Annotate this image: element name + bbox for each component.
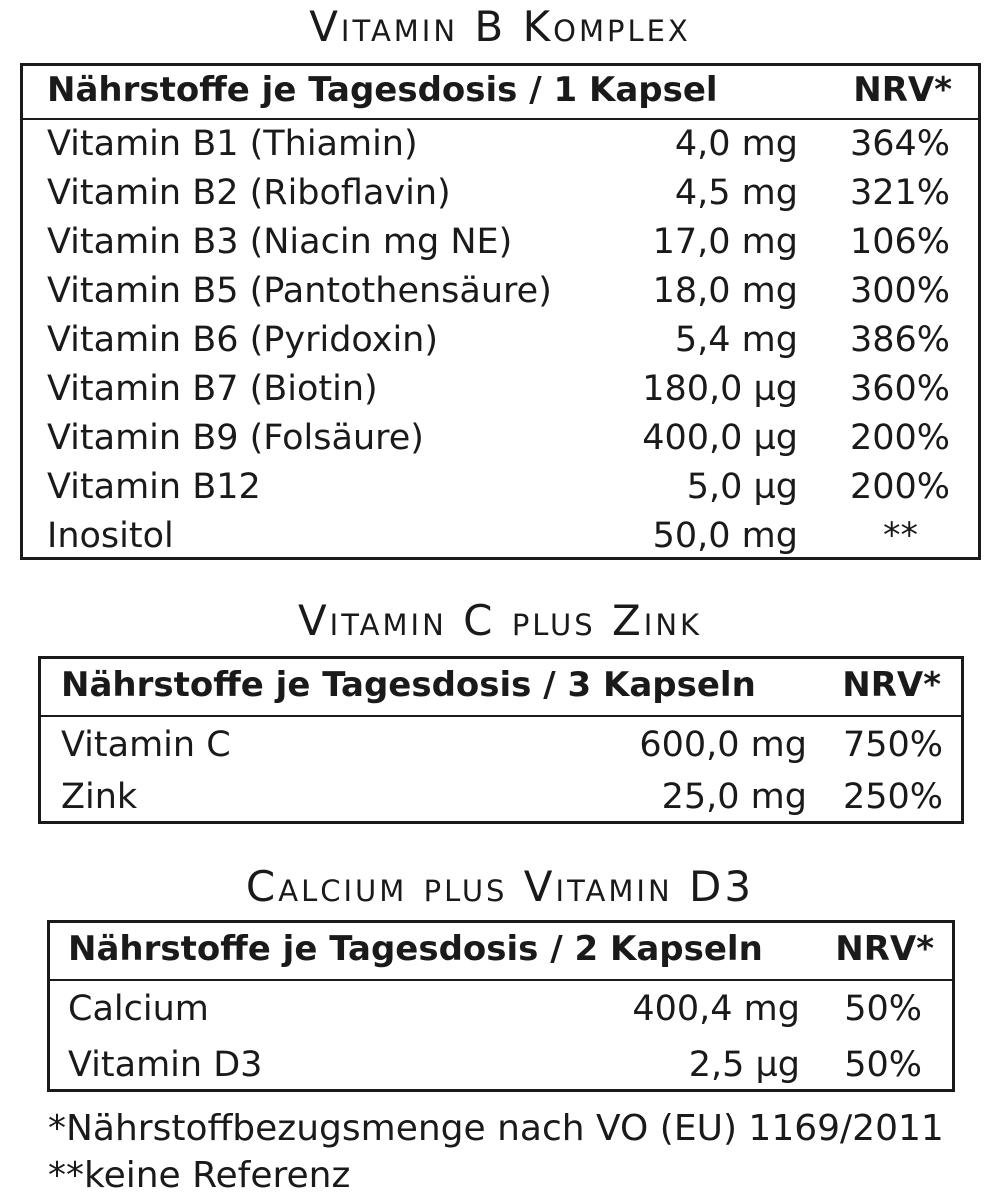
nutrient-amount: 5,4 mg xyxy=(674,320,798,360)
nutrient-name: Inositol xyxy=(47,516,174,556)
nutrient-name: Zink xyxy=(61,777,138,817)
table-row xyxy=(50,981,952,1037)
nutrient-amount: 18,0 mg xyxy=(652,271,798,311)
table-row xyxy=(23,316,978,365)
nutrient-name: Vitamin B5 (Pantothensäure) xyxy=(47,271,552,311)
header-label: Nährstoffe je Tagesdosis / 2 Kapseln xyxy=(68,929,763,969)
nutrient-nrv: 750% xyxy=(842,725,943,765)
nutrient-amount: 5,0 µg xyxy=(686,467,798,507)
nutrient-nrv: ** xyxy=(883,516,918,556)
nutrient-nrv: 50% xyxy=(844,1045,922,1085)
nutrient-name: Vitamin B2 (Riboflavin) xyxy=(47,173,451,213)
table-header xyxy=(50,923,952,981)
table-body xyxy=(50,981,952,1093)
header-nrv: NRV* xyxy=(835,929,934,969)
table-body xyxy=(23,120,978,561)
table-row xyxy=(23,218,978,267)
table-row xyxy=(50,1037,952,1093)
nutrient-table-vitamin-c xyxy=(38,656,964,824)
header-nrv: NRV* xyxy=(853,70,952,110)
nutrient-amount: 50,0 mg xyxy=(652,516,798,556)
nutrient-name: Vitamin B3 (Niacin mg NE) xyxy=(47,222,513,262)
table-row xyxy=(41,717,961,771)
nutrient-amount: 400,4 mg xyxy=(632,989,800,1029)
nutrient-name: Vitamin B7 (Biotin) xyxy=(47,369,378,409)
nutrient-nrv: 106% xyxy=(849,222,950,262)
section-title-vitamin-b: Vitamin B Komplex xyxy=(309,2,691,51)
nutrient-table-calcium xyxy=(47,920,955,1092)
nutrient-nrv: 200% xyxy=(849,418,950,458)
nutrient-amount: 2,5 µg xyxy=(688,1045,800,1085)
nutrient-name: Vitamin D3 xyxy=(68,1045,263,1085)
table-row xyxy=(23,463,978,512)
nutrient-amount: 400,0 µg xyxy=(642,418,798,458)
nutrient-nrv: 300% xyxy=(849,271,950,311)
table-row xyxy=(23,169,978,218)
nutrient-name: Vitamin B9 (Folsäure) xyxy=(47,418,424,458)
nutrient-nrv: 386% xyxy=(849,320,950,360)
nutrient-nrv: 200% xyxy=(849,467,950,507)
table-row xyxy=(23,414,978,463)
nutrient-nrv: 250% xyxy=(842,777,943,817)
table-row xyxy=(41,771,961,825)
nutrient-name: Vitamin B1 (Thiamin) xyxy=(47,124,418,164)
nutrient-name: Vitamin B6 (Pyridoxin) xyxy=(47,320,439,360)
table-row xyxy=(23,267,978,316)
nutrient-amount: 4,0 mg xyxy=(674,124,798,164)
table-body xyxy=(41,717,961,825)
nutrient-amount: 4,5 mg xyxy=(674,173,798,213)
footnote-no-reference: **keine Referenz xyxy=(48,1155,351,1196)
nutrient-nrv: 360% xyxy=(849,369,950,409)
section-title-calcium: Calcium plus Vitamin D3 xyxy=(245,862,755,911)
nutrient-name: Vitamin C xyxy=(61,725,231,765)
section-title-vitamin-c: Vitamin C plus Zink xyxy=(297,596,703,645)
nutrient-amount: 180,0 µg xyxy=(642,369,798,409)
nutrient-name: Calcium xyxy=(68,989,209,1029)
nutrient-nrv: 364% xyxy=(849,124,950,164)
nutrient-amount: 17,0 mg xyxy=(652,222,798,262)
table-row xyxy=(23,512,978,561)
nutrient-table-vitamin-b xyxy=(20,63,981,560)
table-row xyxy=(23,365,978,414)
nutrient-nrv: 50% xyxy=(844,989,922,1029)
nutrient-name: Vitamin B12 xyxy=(47,467,261,507)
nutrient-amount: 25,0 mg xyxy=(661,777,807,817)
header-label: Nährstoffe je Tagesdosis / 1 Kapsel xyxy=(47,70,718,110)
header-nrv: NRV* xyxy=(842,665,941,705)
table-header xyxy=(23,66,978,120)
footnote-nrv: *Nährstoffbezugsmenge nach VO (EU) 1169/2011 xyxy=(48,1108,944,1149)
header-label: Nährstoffe je Tagesdosis / 3 Kapseln xyxy=(61,665,756,705)
nutrient-nrv: 321% xyxy=(849,173,950,213)
table-row xyxy=(23,120,978,169)
nutrient-amount: 600,0 mg xyxy=(639,725,807,765)
table-header xyxy=(41,659,961,717)
